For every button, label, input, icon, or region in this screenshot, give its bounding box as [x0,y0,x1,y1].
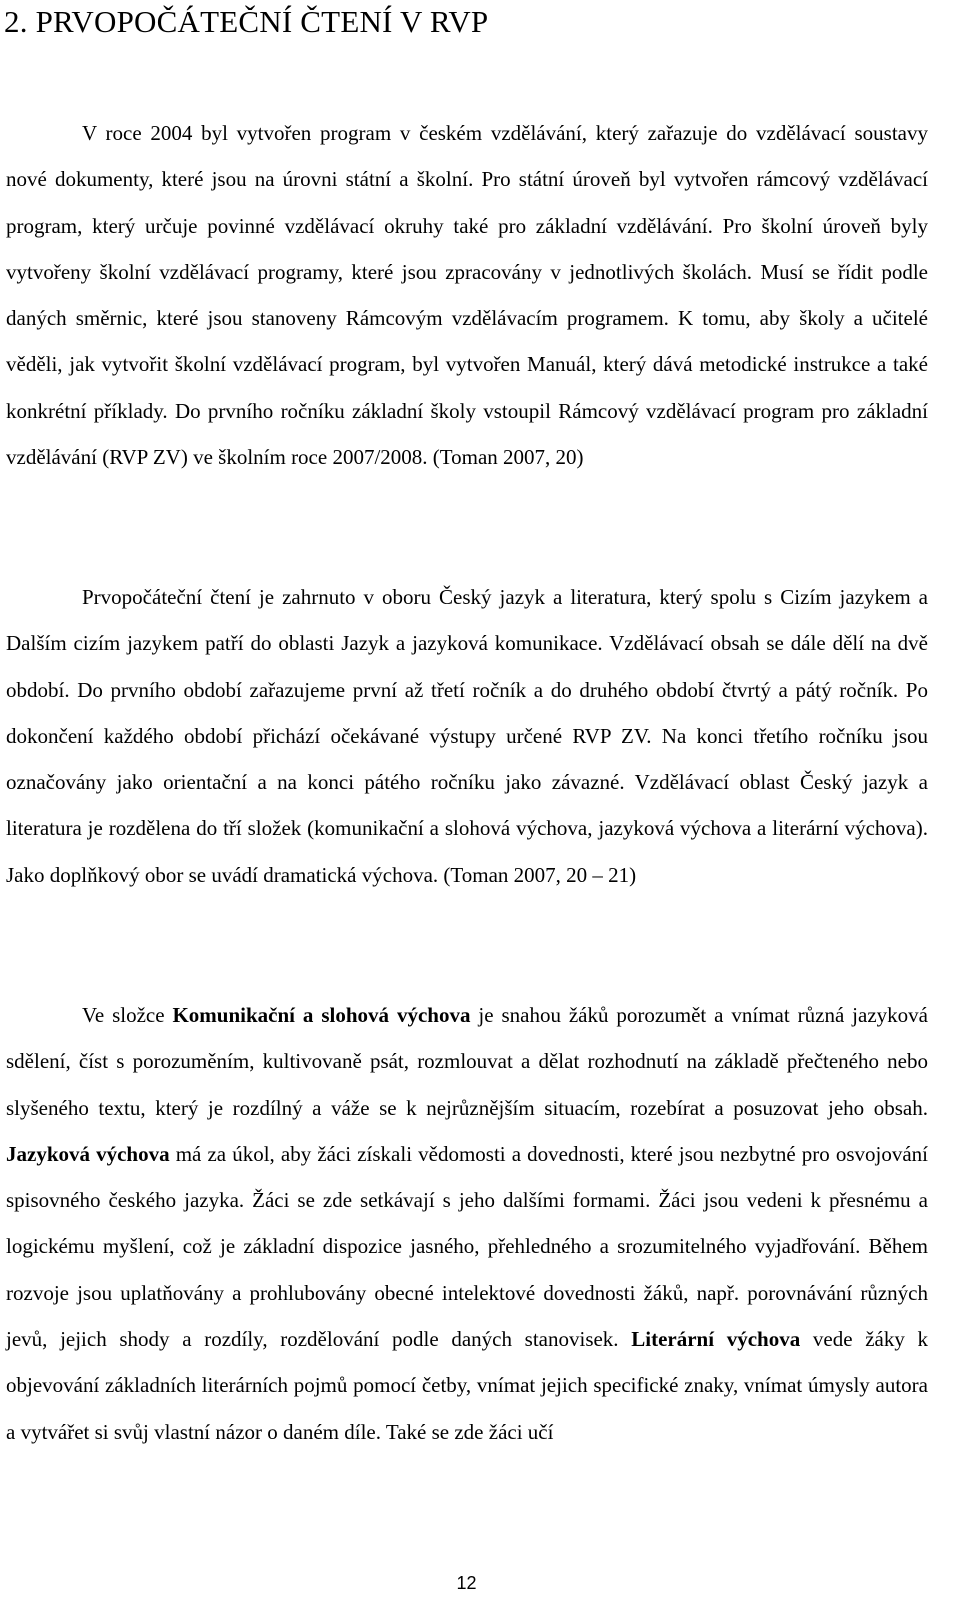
bold-term-language: Jazyková výchova [6,1141,170,1166]
paragraph-curriculum-components [6,992,928,1455]
paragraph-reading-in-curriculum: Prvopočáteční čtení je zahrnuto v oboru Český jazyk a literatura, který spolu s Cizím jazykem a Dalším cizím jazykem patří do oblasti Jazyk a jazyková komunikace. Vzdělávací obsah se dále dělí na dvě období. Do prvního období zařazujeme první až třetí ročník a do druhého období čtvrtý a pátý ročník. Po dokončení každého období přichází očekávané výstupy určené RVP ZV. Na konci třetího ročníku jsou označovány jako orientační a na konci pátého ročníku jako závazné. Vzdělávací oblast Český jazyk a literatura je rozdělena do tří složek (komunikační a slohová výchova, jazyková výchova a literární výchova). Jako doplňkový obor se uvádí dramatická výchova. (Toman 2007, 20 – 21) [6,585,928,887]
paragraph-text: vede žáky k objevování základních literárních pojmů pomocí četby, vnímat jejich specifické znaky, vnímat úmysly autora a vytvářet si svůj vlastní názor o daném díle. Také se zde žáci učí [6,1327,928,1444]
bold-term-literature: Literární výchova [631,1327,801,1352]
paragraph-text: je snahou žáků porozumět a vnímat různá jazyková sdělení, číst s porozuměním, kultivovaně psát, rozmlouvat a dělat rozhodnutí na základě přečteného nebo slyšeného textu, který je rozdílný a váže se k nejrůznějším situacím, rozebírat a posuzovat jeho obsah. [6,1003,928,1120]
section-heading: 2. PRVOPOČÁTEČNÍ ČTENÍ V RVP [4,4,489,39]
page-number: 12 [456,1573,477,1593]
paragraph-rvp-history: V roce 2004 byl vytvořen program v českém vzdělávání, který zařazuje do vzdělávací soustavy nové dokumenty, které jsou na úrovni státní a školní. Pro státní úroveň byl vytvořen rámcový vzdělávací program, který určuje povinné vzdělávací okruhy také pro základní vzdělávání. Pro školní úroveň byly vytvořeny školní vzdělávací programy, které jsou zpracovány v jednotlivých školách. Musí se řídit podle daných směrnic, které jsou stanoveny Rámcovým vzdělávacím programem. K tomu, aby školy a učitelé věděli, jak vytvořit školní vzdělávací program, byl vytvořen Manuál, který dává metodické instrukce a také konkrétní příklady. Do prvního ročníku základní školy vstoupil Rámcový vzdělávací program pro základní vzdělávání (RVP ZV) ve školním roce 2007/2008. (Toman 2007, 20) [6,121,928,470]
paragraph-text: má za úkol, aby žáci získali vědomosti a dovednosti, které jsou nezbytné pro osvojování spisovného českého jazyka. Žáci se zde setkávají s jeho dalšími formami. Žáci jsou vedeni k přesnému a logickému myšlení, což je základní dispozice jasného, přehledného a srozumitelného vyjadřování. Během rozvoje jsou uplatňovány a prohlubovány obecné intelektové dovednosti žáků, např. porovnávání různých jevů, jejich shody a rozdíly, rozdělování podle daných stanovisek. [6,1141,928,1352]
paragraph-text: Ve složce [82,1003,173,1027]
bold-term-communication: Komunikační a slohová výchova [172,1003,471,1027]
